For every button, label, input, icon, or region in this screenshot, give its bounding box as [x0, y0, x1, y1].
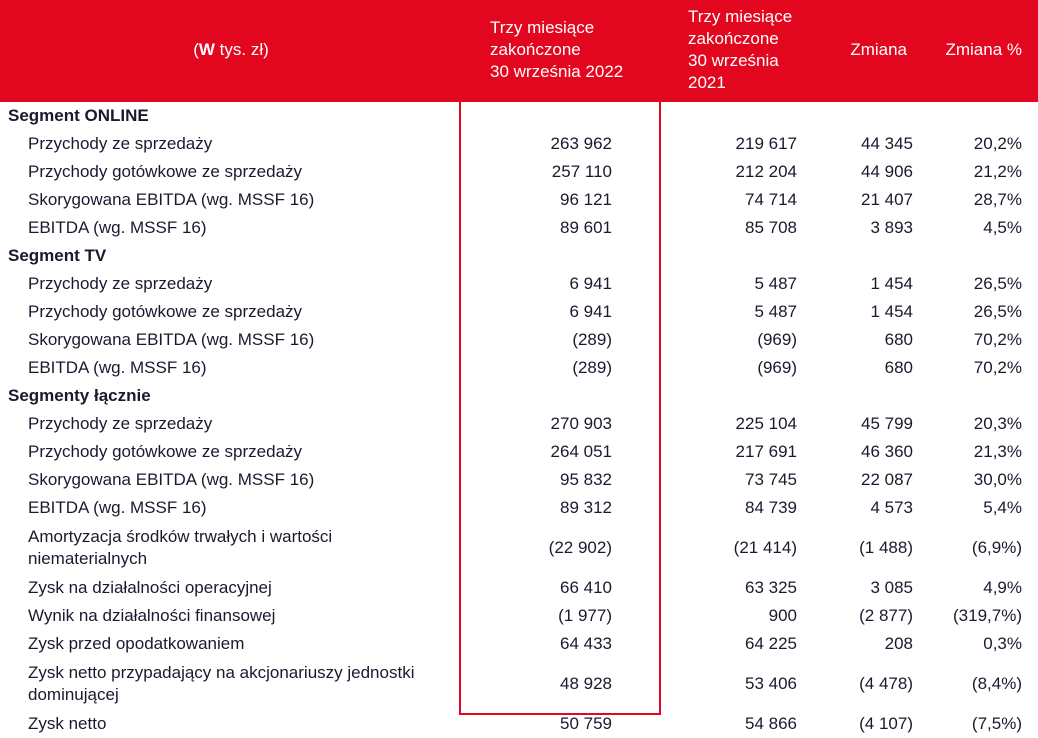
cell-current: 6 941 — [569, 274, 612, 293]
header-period-current-line1: Trzy miesiące — [490, 18, 595, 37]
table-row — [0, 326, 1038, 354]
table-row — [0, 522, 1038, 574]
table-row — [0, 130, 1038, 158]
cell-previous: 212 204 — [735, 162, 797, 181]
cell-current: 263 962 — [550, 134, 612, 153]
cell-previous: 225 104 — [735, 414, 797, 433]
cell-current: (22 902) — [548, 538, 612, 557]
cell-change: 4 573 — [870, 498, 913, 517]
row-label: Zysk na działalności operacyjnej — [28, 578, 272, 597]
cell-previous: 85 708 — [745, 218, 797, 237]
row-label: Przychody ze sprzedaży — [28, 414, 213, 433]
table-group-row — [0, 242, 1038, 270]
cell-change: 44 906 — [861, 162, 913, 181]
cell-previous: 5 487 — [754, 274, 797, 293]
cell-change-pct: 26,5% — [973, 274, 1022, 293]
cell-current: 257 110 — [551, 162, 612, 181]
cell-current: 48 928 — [560, 674, 612, 693]
cell-change-pct: 26,5% — [973, 302, 1022, 321]
table-row — [0, 494, 1038, 522]
cell-change: 3 893 — [870, 218, 913, 237]
cell-change-pct: 28,7% — [973, 190, 1022, 209]
cell-change-pct: (6,9%) — [971, 538, 1022, 557]
header-period-previous — [660, 0, 815, 102]
cell-previous: 53 406 — [745, 674, 797, 693]
row-label: Przychody gotówkowe ze sprzedaży — [28, 162, 303, 181]
row-label: Zysk netto — [28, 714, 107, 733]
cell-change-pct: 0,3% — [983, 634, 1022, 653]
header-unit-rest: tys. zł) — [214, 40, 269, 59]
row-label: Przychody ze sprzedaży — [28, 134, 213, 153]
cell-change: (4 478) — [859, 674, 913, 693]
row-label: Przychody gotówkowe ze sprzedaży — [28, 302, 303, 321]
cell-current — [462, 382, 660, 410]
cell-change: 22 087 — [861, 470, 913, 489]
table-row — [0, 186, 1038, 214]
cell-previous: (969) — [757, 330, 797, 349]
cell-change-pct: 20,2% — [973, 134, 1022, 153]
cell-current: 95 832 — [560, 470, 612, 489]
table-row — [0, 158, 1038, 186]
row-label: Skorygowana EBITDA (wg. MSSF 16) — [28, 470, 315, 489]
cell-previous: 74 714 — [745, 190, 797, 209]
cell-previous — [660, 102, 815, 130]
table-row — [0, 602, 1038, 630]
cell-current: 89 601 — [560, 218, 612, 237]
cell-change — [815, 242, 923, 270]
cell-current: (289) — [572, 358, 612, 377]
cell-change: 1 454 — [870, 274, 913, 293]
table-group-row — [0, 102, 1038, 130]
table-row — [0, 354, 1038, 382]
cell-previous — [660, 382, 815, 410]
cell-change: 208 — [884, 634, 913, 653]
cell-previous: 219 617 — [735, 134, 797, 153]
cell-previous: 54 866 — [745, 714, 797, 733]
cell-current: 270 903 — [550, 414, 612, 433]
cell-change-pct — [923, 102, 1038, 130]
cell-current: (289) — [572, 330, 612, 349]
header-period-current-line3: 30 września 2022 — [490, 62, 624, 81]
cell-change: (2 877) — [859, 606, 913, 625]
table-row — [0, 438, 1038, 466]
cell-current: 64 433 — [560, 634, 612, 653]
cell-previous: 64 225 — [745, 634, 797, 653]
cell-change-pct: 70,2% — [973, 330, 1022, 349]
cell-current: 50 759 — [560, 714, 612, 733]
table-group-row — [0, 382, 1038, 410]
row-label: Przychody gotówkowe ze sprzedaży — [28, 442, 303, 461]
cell-previous: 900 — [768, 606, 797, 625]
row-label: Przychody ze sprzedaży — [28, 274, 213, 293]
row-group-label: Segment TV — [8, 246, 107, 265]
row-label: EBITDA (wg. MSSF 16) — [28, 498, 207, 517]
table-row — [0, 710, 1038, 738]
cell-change-pct: (8,4%) — [971, 674, 1022, 693]
table-row — [0, 630, 1038, 658]
cell-current: (1 977) — [558, 606, 612, 625]
cell-previous: 63 325 — [745, 578, 797, 597]
cell-current: 6 941 — [569, 302, 612, 321]
cell-change-pct: 30,0% — [973, 470, 1022, 489]
cell-current — [462, 102, 660, 130]
table-row — [0, 298, 1038, 326]
table-row — [0, 270, 1038, 298]
header-period-current-line2: zakończone — [490, 40, 581, 59]
row-label: Skorygowana EBITDA (wg. MSSF 16) — [28, 330, 315, 349]
cell-change: 680 — [884, 330, 913, 349]
header-period-previous-line2: zakończone — [688, 29, 779, 48]
header-period-previous-line1: Trzy miesiące — [688, 7, 793, 26]
header-row — [0, 0, 1038, 102]
cell-change — [815, 382, 923, 410]
cell-previous: (21 414) — [733, 538, 797, 557]
header-period-previous-line3: 30 września 2021 — [688, 51, 779, 92]
cell-change-pct — [923, 242, 1038, 270]
cell-current: 264 051 — [550, 442, 612, 461]
header-unit-label: (W tys. zł) — [193, 40, 269, 59]
row-group-label: Segmenty łącznie — [8, 386, 151, 405]
row-label: Zysk przed opodatkowaniem — [28, 634, 245, 653]
cell-current: 66 410 — [560, 578, 612, 597]
cell-current: 96 121 — [560, 190, 612, 209]
cell-previous: 5 487 — [754, 302, 797, 321]
cell-change-pct: 4,9% — [983, 578, 1022, 597]
cell-change: 44 345 — [861, 134, 913, 153]
cell-current: 89 312 — [560, 498, 612, 517]
cell-change — [815, 102, 923, 130]
row-label: Zysk netto przypadający na akcjonariuszy jednostki dominującej — [28, 663, 415, 704]
row-label: Wynik na działalności finansowej — [28, 606, 276, 625]
cell-change: 3 085 — [870, 578, 913, 597]
cell-change-pct: 70,2% — [973, 358, 1022, 377]
cell-change: (1 488) — [859, 538, 913, 557]
row-label: Skorygowana EBITDA (wg. MSSF 16) — [28, 190, 315, 209]
cell-previous: 84 739 — [745, 498, 797, 517]
cell-change-pct: 20,3% — [973, 414, 1022, 433]
cell-change: 680 — [884, 358, 913, 377]
table-row — [0, 214, 1038, 242]
cell-previous: (969) — [757, 358, 797, 377]
cell-change: 1 454 — [870, 302, 913, 321]
cell-change: 46 360 — [861, 442, 913, 461]
table-row — [0, 466, 1038, 494]
cell-change-pct: (7,5%) — [971, 714, 1022, 733]
table-header — [0, 0, 1038, 102]
cell-change-pct: 21,2% — [973, 162, 1022, 181]
header-change: Zmiana — [850, 40, 907, 59]
cell-current — [462, 242, 660, 270]
cell-change: (4 107) — [859, 714, 913, 733]
cell-change-pct: 21,3% — [973, 442, 1022, 461]
cell-change-pct: 5,4% — [983, 498, 1022, 517]
row-group-label: Segment ONLINE — [8, 106, 149, 125]
row-label: EBITDA (wg. MSSF 16) — [28, 358, 207, 377]
table-row — [0, 658, 1038, 710]
cell-change: 45 799 — [861, 414, 913, 433]
header-change-pct: Zmiana % — [945, 40, 1022, 59]
cell-change-pct — [923, 382, 1038, 410]
row-label: EBITDA (wg. MSSF 16) — [28, 218, 207, 237]
cell-previous: 217 691 — [735, 442, 797, 461]
header-period-current — [462, 0, 660, 102]
cell-previous: 73 745 — [745, 470, 797, 489]
cell-previous — [660, 242, 815, 270]
table-row — [0, 410, 1038, 438]
cell-change-pct: 4,5% — [983, 218, 1022, 237]
table-row — [0, 574, 1038, 602]
table-body — [0, 102, 1038, 738]
header-unit-prefix: W — [198, 40, 215, 59]
row-label: Amortyzacja środków trwałych i wartości niematerialnych — [28, 527, 333, 568]
cell-change: 21 407 — [861, 190, 913, 209]
cell-change-pct: (319,7%) — [953, 606, 1022, 625]
